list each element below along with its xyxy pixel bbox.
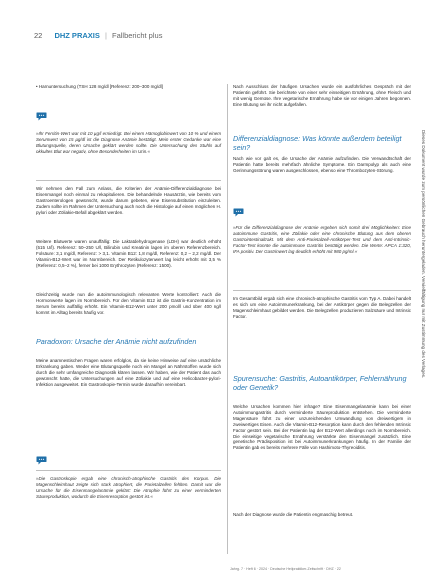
body-paragraph: Nach wie vor galt es, die Ursache der Anämie aufzufinden. Die Verwandtschaft der Patientin hatte bereits mehrfach ähnliche Symptome. Ein Darmpolyp als auch eine Gerinnungsstörung waren ausgeschlossen, ebenso eine Thrombozyten-Störung. [233,156,411,173]
body-paragraph: Welche Ursachen kommen hier infrage? Eine Eisenmangelanämie kann bei einer Autoimmungastritis durch verminderte Säureproduktion entstehen. Die verminderte Magensäure führt zu einer unzureichenden Umwandlung von dreiwertigem in zweiwertiges Eisen. Auch die Vitamin-B12-Resorption kann durch den fehlenden Intrinsic Factor gestört sein. Bei der Patientin lag der B12-Wert allerdings noch im Normbereich. Die einseitige vegetarische Ernährung verstärkte den Eisenmangel zusätzlich. Eine genetische Prädisposition ist bei Autoimmunerkrankungen häufig. In der Familie der Patientin gab es bereits mehrere Fälle von Hashimoto-Thyreoiditis. [233,404,411,451]
body-paragraph: Wir nehmen den Fall zum Anlass, die Kriterien der Anämie-Differenzialdiagnose bei Eisenmangel noch einmal zu rekapitulieren. Die behandelnde Hausärztin, wie bereits vom Gastroenterologen gewünscht, wurde darum gebeten, eine Eisensubstitution einzuleiten. Zudem sollte im Rahmen der Untersuchung auch noch die Histologie auf einen möglichen H. pylori oder Zöliakie-Befall abgeklärt werden. [36,186,221,215]
quote-rule [36,470,221,471]
bullet-marker: • [36,84,39,89]
body-paragraph: Weitere Blutwerte waren unauffällig: Die Laktatdehydrogenase (LDH) war deutlich erhöht (515 U/l). Referenz: 50–250 U/l, Bilirubin und Kreatinin lagen im oberen Referenzbereich. Folsäure: 3,1 mg/dl, Referenz: > 3,1. Vitamin B12: 1,8 mg/dl, Referenz: 0,2 – 2,2 mg/dl. Der Vitamin-B12-Wert war im Normbereich. Der Retikulozytenwert lag leicht erhöht mit 3,5 % (Referenz: 0,5–2 %), ferner bei 1000 Erythrozyten (Referenz: 1500). [36,239,221,268]
bullet-text: Harnuntersuchung (TSH 128 mg/dl [Referenz: 200–300 mg/dl] [38,84,163,89]
journal-brand: DHZ PRAXIS [54,31,100,40]
running-header [34,31,162,40]
quote-block: »Ihr Ferritin-Wert war mit 10 µg/l erniedrigt. Bei einem Hämoglobinwert von 10 % und einem Serumwert von 15 µg/dl ist die Diagnose Anämie bestätigt. Mein erster Gedanke war eine Blutungsquelle, deren Ursache geklärt werden sollte. Die Untersuchung des Stuhls auf okkultes Blut war negativ, ohne Besonderheiten im Urin.« [36,131,221,154]
speech-bubble-icon [36,112,47,121]
body-paragraph: Nach der Diagnose wurde die Patientin engmaschig betreut. [233,512,354,517]
bullet-item [36,84,221,90]
sidebar-text: Dieses Dokument wurde zum persönlichen Gebrauch heruntergeladen. Vervielfältigung nur mit Zustimmung des Verlages. [421,130,426,379]
section-heading: Spurensuche: Gastritis, Autoantikörper, Fehlernährung oder Genetik? [233,374,407,392]
quote-rule [36,180,221,181]
quote-block: »Die Gastroskopie ergab eine chronisch-atrophische Gastritis des Korpus. Die Magenschleimhaut zeigte sich stark atrophiert, die Parietalzellen fehlten. Damit war die Ursache für die Eisenmangelanämie geklärt: Die Atrophie führt zu einer verminderten Säureproduktion, wodurch die Eisenresorption gestört ist.« [36,476,221,499]
page-footer: Jahrg. 7 · Heft 6 · 2024 · Deutsche Heilpraktiker-Zeitschrift · DHZ · 22 [230,567,341,571]
quote-block: »Für die Differenzialdiagnose der Anämie ergeben sich somit drei Möglichkeiten: Eine autoimmune Gastritis, eine Zöliakie oder eine chronische Blutung aus dem oberen Gastrointestinaltrakt. Mit dem Anti-Parietalzell-Antikörper-Test und dem Anti-Intrinsic-Factor-Test konnte die autoimmune Gastritis bestätigt werden. Die Werte: APCA 1:320, IFA positiv. Der Gastrinwert lag deutlich erhöht mit 980 pg/ml.« [233,225,411,254]
header-separator: | [104,31,107,40]
body-paragraph: Im Gesamtbild ergab sich eine chronisch-atrophische Gastritis vom Typ A. Dabei handelt es sich um eine Autoimmunerkrankung, bei der Antikörper gegen die Belegzellen der Magenschleimhaut gebildet werden. Die Belegzellen produzieren Salzsäure und Intrinsic Factor. [233,296,411,319]
column-divider [227,84,228,554]
sidebar-copyright-note [418,130,428,550]
section-label: Fallbericht plus [112,31,163,40]
speech-bubble-icon [36,456,47,465]
body-paragraph: Nach Ausschluss der häufigen Ursachen wurde ein ausführliches Gespräch mit der Patientin geführt. Sie berichtete von einer sehr einseitigen Ernährung, ohne Fleisch und mit wenig Gemüse. Ihre vegetarische Ernährung habe sie vor einigen Jahren begonnen. Eine Blutung sei ihr nicht aufgefallen. [233,84,411,107]
body-paragraph: Meine anamnestischen Fragen waren erfolglos, da sie keine Hinweise auf eine ursächliche Erkrankung gaben. Weder eine Blutungsquelle noch ein Mangel an Nährstoffen wurde sich durch die sehr umfangreiche Diagnostik klären lassen. Wir haben, wie der Patient das auch gewünscht hatte, die Untersuchungen auf eine Zöliakie und auf eine Helicobacter-pylori-Infektion ausgeweitet. Ein Gastroskopie-Termin wurde daraufhin vereinbart. [36,358,221,387]
page-number: 22 [34,31,43,40]
section-heading: Paradoxon: Ursache der Anämie nicht aufzufinden [36,337,197,346]
section-heading: Differenzialdiagnose: Was könnte außerdem beteiligt sein? [233,134,402,152]
quote-rule [233,290,411,291]
body-paragraph: Gleichzeitig wurde nun die autoimmunologisch relevanten Werte kontrolliert: Auch die Hormonwerte lagen im Normbereich. Für den Vitamin B12 ist die Gastrin-Konzentration im Serum bereits auffällig erhöht. Ein Vitamin-B12-Wert unter 200 pmol/l und über 400 ng/l kommt im Alltag bereits häufig vor. [36,292,221,315]
speech-bubble-icon [233,208,244,217]
